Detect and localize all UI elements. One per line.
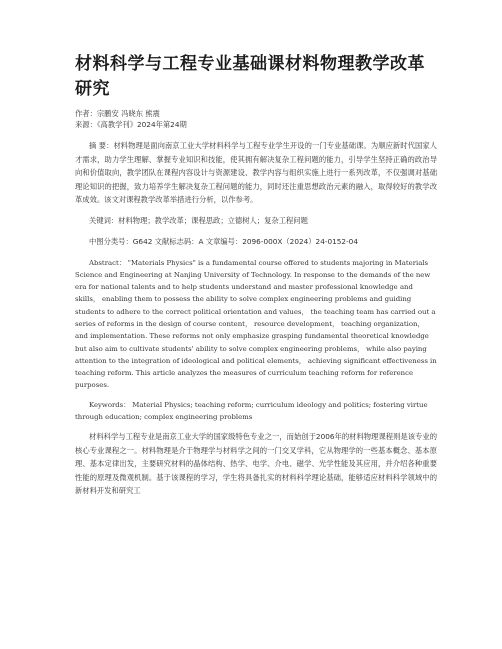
english-keywords: Keywords： Material Physics; teaching reform; curriculum ideology and politics; fostering virtue through education; complex engineering problems — [75, 400, 428, 422]
document-page — [75, 52, 437, 498]
body-paragraph: 材料科学与工程专业是南京工业大学的国家级特色专业之一，而始创于2006年的材料物理课程则是该专业的核心专业课程之一。材料物理是介于物理学与材料学之间的一门交叉学科，它从物理学的一些基本概念、基本原理、基本定律出发，主要研究材料的晶体结构、热学、电学、介电、磁学、光学性能及其应用，并介绍各种重要性能的原理及微观机制。基于该课程的学习，学生将具备扎实的材料科学理论基础，能够适应材料科学领域中的新材料开发和研究工 — [75, 432, 437, 496]
author-line: 作者：宗鹏安 冯晓东 熊震 — [75, 109, 160, 118]
source-line: 来源：《高教学刊》2024年第24期 — [75, 120, 187, 129]
chinese-keywords: 关键词：材料物理；教学改革；课程思政；立德树人；复杂工程问题 — [89, 215, 308, 225]
classification-line: 中图分类号：G642 文献标志码：A 文章编号：2096-000X（2024）24-0152-04 — [89, 237, 358, 246]
chinese-abstract: 摘 要：材料物理是面向南京工业大学材料科学与工程专业学生开设的一门专业基础课。为顺应新时代国家人才需求，助力学生理解、掌握专业知识和技能，使其拥有解决复杂工程问题的能力，引导学生坚持正确的政治导向和价值取向，教学团队在课程内容设计与资源建设、教学内容与组织实施上进行一系列改革，不仅强调对基础理论知识的把握，致力培养学生解决复杂工程问题的能力，同时还注重思想政治元素的融入，取得较好的教学改革成效。该文对课程教学改革举措进行分析，以作参考。 — [75, 141, 437, 204]
article-title: 材料科学与工程专业基础课材料物理教学改革研究 — [75, 54, 425, 99]
english-abstract: Abstract： "Materials Physics" is a fundamental course offered to students majoring in Materials Science and Engineering at Nanjing University of Technology. In response to the demands of the new era for national talents and to help students understand and master professional knowledge and skills， enabling them to possess the ability to solve complex engineering problems and guiding students to adhere to the correct political orientation and values， the teaching team has carried out a series of reforms in the design of course content， resource development， teaching organization， and implementation. These reforms not only emphasize grasping fundamental theoretical knowledge but also aim to cultivate students' ability to solve complex engineering problems， while also paying attention to the integration of ideological and political elements， achieving significant effectiveness in teaching reform. This article analyzes the measures of curriculum teaching reform for reference purposes. — [75, 258, 437, 390]
